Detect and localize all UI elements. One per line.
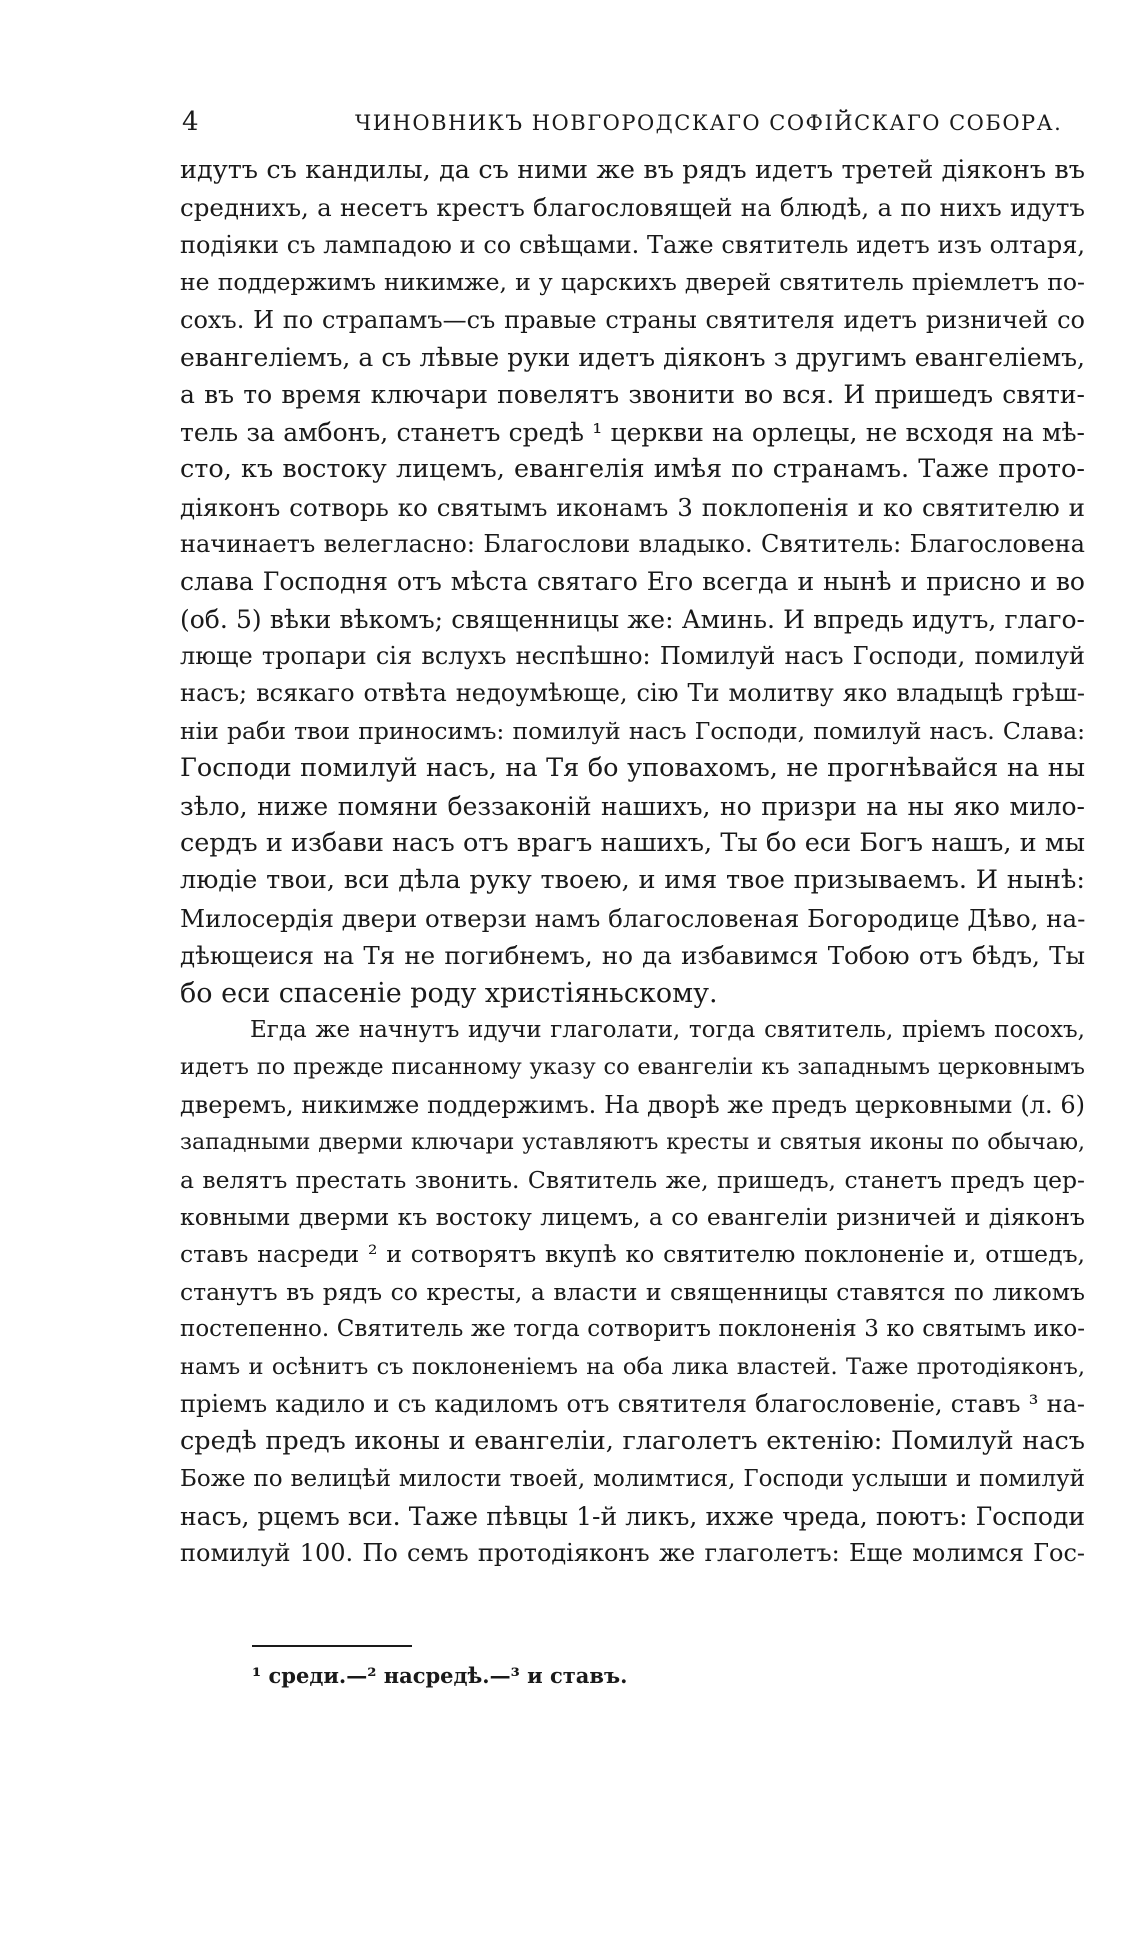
text-line: ставъ насреди ² и сотворятъ вкупѣ ко святителю поклоненіе и, отшедъ, <box>180 1240 1085 1269</box>
text-line: среднихъ, а несетъ крестъ благословящей на блюдѣ, а по нихъ идутъ <box>180 193 1085 223</box>
text-line: а велятъ престать звонить. Святитель же, пришедъ, станетъ предъ цер- <box>180 1165 1085 1194</box>
text-line: люще тропари сія вслухъ неспѣшно: Помилуй насъ Господи, помилуй <box>180 642 1085 671</box>
text-line: помилуй 100. По семъ протодіяконъ же глаголетъ: Еще молимся Гос- <box>180 1539 1085 1568</box>
text-line: западными дверми ключари уставляютъ кресты и святыя иконы по обычаю, <box>180 1130 1085 1156</box>
text-line: ніи раби твои приносимъ: помилуй насъ Господи, помилуй насъ. Слава: <box>180 716 1085 745</box>
text-line: слава Господня отъ мѣста святаго Его всегда и нынѣ и присно и во <box>180 567 1085 597</box>
footnotes: ¹ среди.—² насредѣ.—³ и ставъ. <box>252 1663 628 1688</box>
footnote-divider <box>252 1645 412 1647</box>
text-line: насъ; всякаго отвѣта недоумѣюще, сію Ти молитву яко владыцѣ грѣш- <box>180 679 1085 708</box>
page-header <box>180 104 1085 144</box>
text-line: людіе твои, вси дѣла руку твоею, и имя твое призываемъ. И нынѣ: <box>180 865 1085 896</box>
text-line: діяконъ сотворь ко святымъ иконамъ 3 поклопенія и ко святителю и <box>180 492 1085 522</box>
text-line: идетъ по прежде писанному указу со евангеліи къ западнымъ церковнымъ <box>180 1054 1085 1081</box>
text-line: дѣющеися на Тя не погибнемъ, но да избавимся Тобою отъ бѣдъ, Ты <box>180 941 1085 971</box>
page-number: 4 <box>182 107 199 137</box>
text-line: средѣ предъ иконы и евангеліи, глаголетъ ектенію: Помилуй насъ <box>180 1426 1085 1457</box>
text-line: станутъ въ рядъ со кресты, а власти и священницы ставятся по ликомъ <box>180 1277 1085 1306</box>
text-line: сохъ. И по страпамъ—съ правые страны святителя идетъ ризничей со <box>180 305 1085 334</box>
text-line: не поддержимъ никимже, и у царскихъ дверей святитель пріемлетъ по- <box>180 268 1085 297</box>
text-line: бо еси спасеніе роду христіяньскому. <box>180 977 718 1009</box>
text-line: намъ и осѣнитъ съ поклоненіемъ на оба лика властей. Таже протодіяконъ, <box>180 1353 1085 1380</box>
body-text <box>180 152 1085 1573</box>
text-line: Господи помилуй насъ, на Тя бо уповахомъ, не прогнѣвайся на ны <box>180 753 1085 784</box>
text-line: зѣло, ниже помяни беззаконій нашихъ, но призри на ны яко мило- <box>180 791 1085 821</box>
text-line: а въ то время ключари повелятъ звонити во вся. И пришедъ святи- <box>180 380 1085 410</box>
text-line: дверемъ, никимже поддержимъ. На дворѣ же предъ церковными (л. 6) <box>180 1090 1085 1119</box>
text-line: сердъ и избави насъ отъ врагъ нашихъ, Ты бо еси Богъ нашъ, и мы <box>180 828 1085 859</box>
text-line: насъ, рцемъ вси. Таже пѣвцы 1-й ликъ, ихже чреда, поютъ: Господи <box>180 1502 1085 1532</box>
text-line: пріемъ кадило и съ кадиломъ отъ святителя благословеніе, ставъ ³ на- <box>180 1389 1085 1418</box>
text-line: сто, къ востоку лицемъ, евангелія имѣя по странамъ. Таже прото- <box>180 454 1085 485</box>
text-line: Егда же начнутъ идучи глаголати, тогда святитель, пріемъ посохъ, <box>250 1016 1085 1043</box>
running-title: ЧИНОВНИКЪ НОВГОРОДСКАГО СОФІЙСКАГО СОБОРА. <box>355 111 1063 135</box>
text-line: начинаетъ велегласно: Благослови владыко. Святитель: Благословена <box>180 529 1085 558</box>
text-line: постепенно. Святитель же тогда сотворитъ поклоненія 3 ко святымъ ико- <box>180 1316 1085 1343</box>
text-line: подіяки съ лампадою и со свѣщами. Таже святитель идетъ изъ олтаря, <box>180 230 1085 259</box>
text-line: евангеліемъ, а съ лѣвые руки идетъ діяконъ з другимъ евангеліемъ, <box>180 342 1085 372</box>
text-line: (об. 5) вѣки вѣкомъ; священницы же: Аминь. И впредь идутъ, глаго- <box>180 604 1085 634</box>
text-line: идутъ съ кандилы, да съ ними же въ рядъ идетъ третей діяконъ въ <box>180 155 1085 185</box>
text-line: тель за амбонъ, станетъ средѣ ¹ церкви на орлецы, не всходя на мѣ- <box>180 417 1085 447</box>
text-line: Боже по велицѣй милости твоей, молимтися, Господи услыши и помилуй <box>180 1465 1085 1492</box>
text-line: Милосердія двери отверзи намъ благословеная Богородице Дѣво, на- <box>180 903 1085 933</box>
text-line: ковными дверми къ востоку лицемъ, а со евангеліи ризничей и діяконъ <box>180 1202 1085 1231</box>
